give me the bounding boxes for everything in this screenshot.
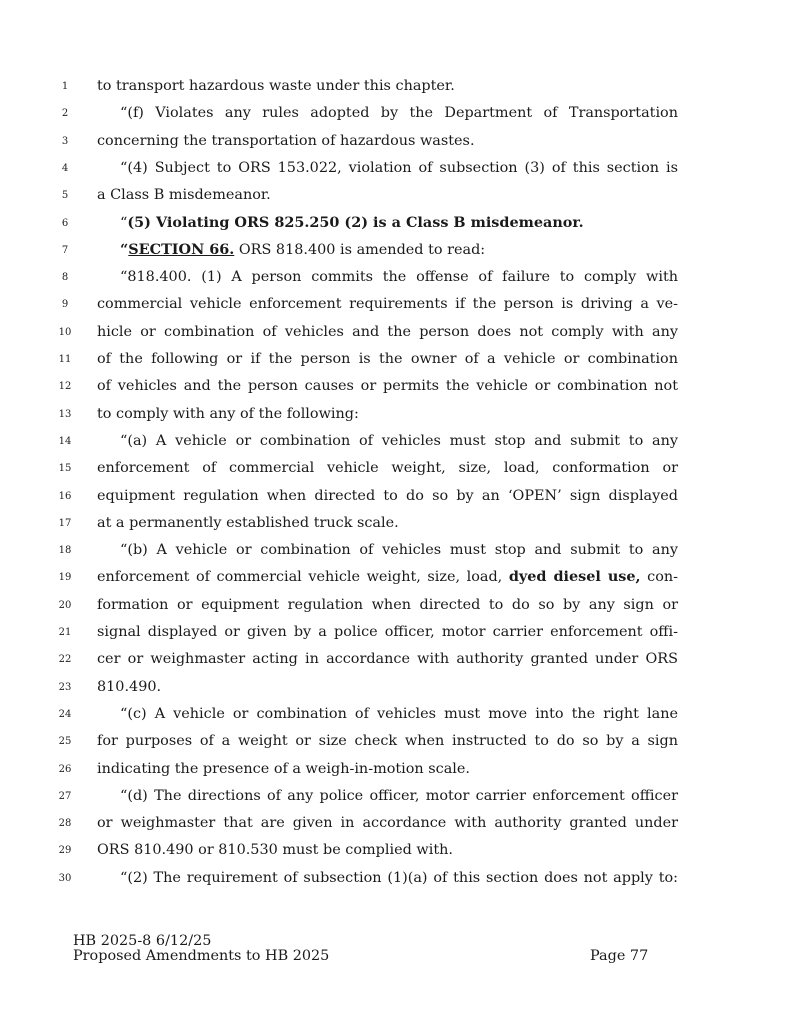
text-line [0,456,800,483]
text-segment: “(f) Violates any rules adopted by the Department of Transportation [120,105,678,122]
line-text [97,404,678,424]
line-number: 11 [58,354,72,365]
line-number: 17 [58,517,72,529]
text-segment: equipment regulation when directed to do so by an ‘OPEN’ sign displayed [97,487,678,504]
bold-amendment-text: “ [120,240,129,258]
line-number: 18 [58,545,72,557]
text-segment: at a permanently established truck scale. [97,514,399,531]
line-text [97,840,678,860]
line-text [97,567,678,587]
line-number: 1 [61,81,69,92]
text-line [0,347,800,374]
text-segment: “(2) The requirement of subsection (1)(a) of this section does not apply to: [120,869,678,886]
text-line [0,729,800,756]
text-line [0,74,800,101]
line-text [97,813,678,833]
text-line [0,211,800,238]
line-text [97,786,678,806]
text-segment: “(c) A vehicle or combination of vehicles must move into the right lane [120,705,678,722]
line-text [97,267,678,287]
line-number: 3 [61,135,69,147]
text-segment: “(b) A vehicle or combination of vehicles must stop and submit to any [120,542,678,559]
text-segment: indicating the presence of a weigh-in-motion scale. [97,760,470,777]
text-segment: enforcement of commercial vehicle weight, size, load, [97,569,509,586]
text-segment: to transport hazardous waste under this chapter. [97,78,455,94]
text-line [0,484,800,511]
text-segment: hicle or combination of vehicles and the person does not comply with any [97,323,678,340]
line-text [97,868,678,888]
line-text [97,185,678,205]
line-text [97,158,678,178]
text-line [0,101,800,128]
text-line [0,320,800,347]
text-line [0,292,800,319]
section-heading: SECTION 66. [128,240,235,258]
footer-title: Proposed Amendments to HB 2025 [73,948,330,964]
text-segment: commercial vehicle enforcement requirements if the person is driving a ve- [97,296,678,313]
text-line [0,183,800,210]
line-number: 8 [61,272,69,284]
text-line [0,374,800,401]
line-number: 22 [58,654,72,666]
line-text [97,595,678,615]
text-segment: enforcement of commercial vehicle weight, size, load, conformation or [97,460,678,477]
line-number: 2 [61,108,69,120]
text-segment: cer or weighmaster acting in accordance with authority granted under ORS [97,651,678,668]
line-number: 5 [61,190,69,202]
line-text [97,376,678,396]
text-line [0,511,800,538]
text-line [0,757,800,784]
text-line [0,538,800,565]
footer-doc-id: HB 2025-8 6/12/25 [73,933,212,949]
line-text [97,649,678,669]
line-number: 7 [61,244,69,256]
line-number: 10 [58,326,72,338]
line-number: 15 [58,463,72,475]
text-segment: “ [120,214,128,231]
text-segment: concerning the transportation of hazardous wastes. [97,132,475,149]
line-text [97,131,678,151]
text-segment: formation or equipment regulation when directed to do so by any sign or [97,596,678,613]
text-line [0,647,800,674]
text-segment: of the following or if the person is the owner of a vehicle or combination [97,351,678,367]
text-segment: ORS 810.490 or 810.530 must be complied with. [97,842,453,859]
line-text [97,294,678,314]
text-segment: “818.400. (1) A person commits the offense of failure to comply with [120,269,678,286]
line-number: 26 [58,763,72,775]
line-text [97,103,678,123]
text-segment: a Class B misdemeanor. [97,187,271,204]
line-number: 12 [58,381,72,393]
text-segment: or weighmaster that are given in accordance with authority granted under [97,815,678,832]
line-text [97,76,678,96]
text-line [0,265,800,292]
text-line [0,811,800,838]
line-number: 30 [58,872,72,884]
text-line [0,784,800,811]
bold-amendment-text: (5) Violating ORS 825.250 (2) is a Class B misdemeanor. [127,213,584,231]
footer-page-number: Page 77 [590,948,649,964]
text-segment: signal displayed or given by a police officer, motor carrier enforcement offi- [97,624,678,640]
line-text [97,431,678,451]
text-segment: “(a) A vehicle or combination of vehicles must stop and submit to any [120,432,678,449]
text-line [0,593,800,620]
text-segment: ORS 818.400 is amended to read: [234,241,486,258]
text-segment: “(4) Subject to ORS 153.022, violation of subsection (3) of this section is [120,159,678,176]
line-number: 21 [58,627,72,638]
line-number: 28 [58,818,72,830]
text-line [0,238,800,265]
line-text [97,486,678,506]
line-number: 29 [58,845,72,857]
text-line [0,402,800,429]
line-text [97,349,678,369]
bold-amendment-text: dyed diesel use, [508,568,641,586]
line-text [97,540,678,560]
text-segment: to comply with any of the following: [97,405,359,422]
text-segment: “(d) The directions of any police officer, motor carrier enforcement officer [120,787,678,804]
text-line [0,702,800,729]
text-segment: con- [640,569,678,586]
text-line [0,838,800,865]
line-number: 9 [61,299,69,311]
line-number: 27 [58,790,72,802]
text-line [0,565,800,592]
line-text [97,677,678,697]
line-text [97,513,678,533]
line-number: 14 [58,435,72,447]
text-line [0,866,800,893]
text-line [0,620,800,647]
line-number: 25 [58,736,72,748]
line-number: 13 [58,408,72,420]
line-number: 19 [58,572,72,584]
line-text [97,213,678,233]
text-line [0,675,800,702]
text-line [0,156,800,183]
text-segment: 810.490. [97,678,162,695]
line-number: 24 [58,708,72,720]
line-number: 6 [61,217,69,229]
text-segment: for purposes of a weight or size check when instructed to do so by a sign [97,733,678,750]
line-number: 4 [61,162,69,174]
line-text [97,322,678,342]
line-text [97,731,678,751]
line-text [97,704,678,724]
line-number: 16 [58,490,72,502]
line-number: 23 [58,681,72,693]
text-segment: of vehicles and the person causes or permits the vehicle or combination not [97,378,678,395]
line-text [97,458,678,478]
text-line [0,129,800,156]
text-line [0,429,800,456]
line-text [97,759,678,779]
line-number: 20 [58,599,72,611]
line-text [97,622,678,642]
line-text [97,240,678,260]
